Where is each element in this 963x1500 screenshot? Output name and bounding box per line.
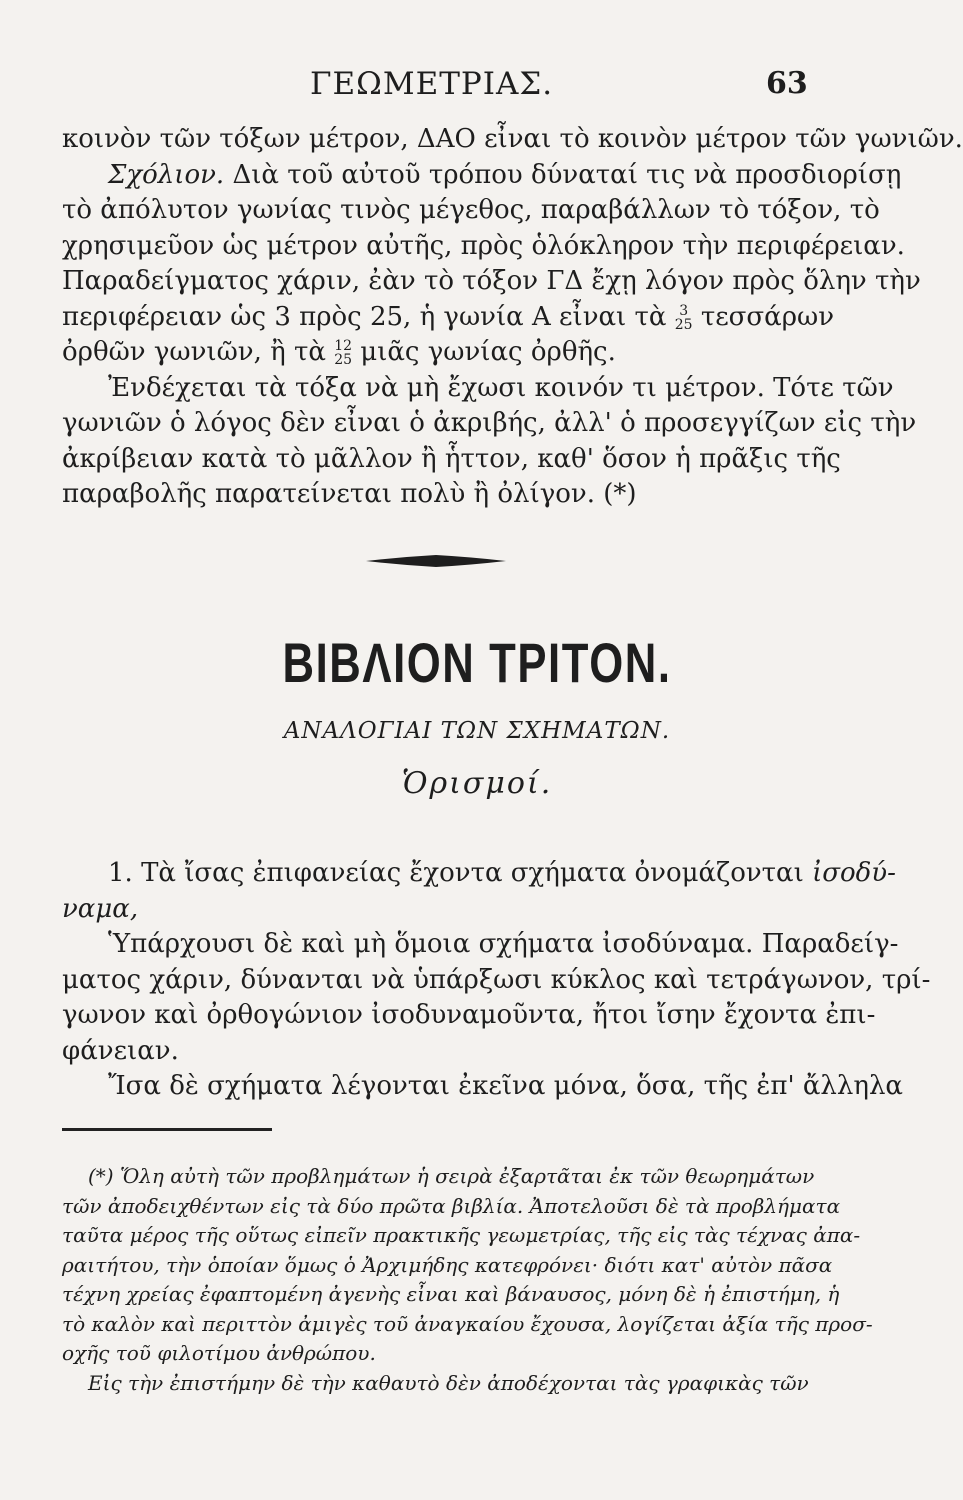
footnote-rule [62,1128,272,1131]
text-span: Διὰ τοῦ αὐτοῦ τρόπου δύναταί τις νὰ προσδιορίσῃ [224,159,902,190]
text-line: τὸ ἀπόλυτον γωνίας τινὸς μέγεθος, παραβάλλων τὸ τόξον, τὸ [62,195,880,225]
fraction [334,339,352,367]
text-span: ὀρθῶν γωνιῶν, ἢ τὰ [62,337,335,367]
upper-text-block [62,122,963,513]
fraction [675,304,693,332]
footnote-line: ταῦτα μέρος τῆς οὕτως εἰπεῖν πρακτικῆς γεωμετρίας, τῆς εἰς τὰς τέχνας ἀπα- [62,1223,861,1247]
defined-term: ναμα, [62,893,139,924]
text-line: ματος χάριν, δύνανται νὰ ὑπάρξωσι κύκλος καὶ τετράγωνον, τρί- [62,964,931,995]
footnote-line: (*) Ὅλη αὐτὴ τῶν προβλημάτων ἡ σειρὰ ἐξαρτᾶται ἐκ τῶν θεωρημάτων [88,1164,815,1188]
running-title: ΓΕΩΜΕΤΡΙΑΣ. [310,66,554,102]
footnote-line: ραιτήτου, τὴν ὁποίαν ὅμως ὁ Ἀρχιμήδης κατεφρόνει· διότι κατ' αὐτὸν πᾶσα [62,1252,833,1277]
definition-first-line [62,856,896,892]
defined-term: ἰσοδύ- [812,858,896,888]
scholion-label: Σχόλιον. [108,159,225,190]
fraction-numerator: 12 [334,338,353,354]
text-line: κοινὸν τῶν τόξων μέτρον, ΔΑΟ εἶναι τὸ κοινὸν μέτρον τῶν γωνιῶν. [62,124,963,154]
fraction-numerator: 3 [679,302,689,319]
scholion-first-line [62,158,902,194]
text-line: φάνειαν. [62,1035,179,1066]
footnote-line: τέχνη χρείας ἐφαπτομένη ἀγενὴς εἶναι καὶ βάναυσος, μόνη δὲ ἡ ἐπιστήμη, ἡ [62,1282,840,1306]
text-line [62,892,822,928]
section-heading: Ὁρισμοί. [401,766,553,801]
definition-number: 1. [108,858,133,888]
footnote [62,1162,873,1398]
fraction-denominator: 25 [334,352,353,368]
text-span: Τὰ ἴσας ἐπιφανείας ἔχοντα σχήματα ὀνομάζονται [132,858,813,888]
text-line: χρησιμεῦον ὡς μέτρον αὐτῆς, πρὸς ὁλόκληρον τὴν περιφέρειαν. [62,230,905,261]
definitions-block [62,856,931,1105]
book-subtitle: ΑΝΑΛΟΓΙΑΙ ΤΩΝ ΣΧΗΜΑΤΩΝ. [283,718,671,744]
text-span: μιᾶς γωνίας ὀρθῆς. [352,337,616,367]
fraction-denominator: 25 [674,316,693,333]
text-line-with-fraction [62,335,822,371]
text-line: γωνιῶν ὁ λόγος δὲν εἶναι ὁ ἀκριβής, ἀλλ' ὁ προσεγγίζων εἰς τὴν [62,408,917,438]
footnote-line: τὸ καλὸν καὶ περιττὸν ἀμιγὲς τοῦ ἀναγκαίου ἔχουσα, λογίζεται ἀξία τῆς προσ- [62,1311,873,1336]
book-title: ΒΙΒΛΙΟΝ ΤΡΙΤΟΝ. [282,631,672,694]
footnote-line: Εἰς τὴν ἐπιστήμην δὲ τὴν καθαυτὸ δὲν ἀποδέχονται τὰς γραφικὰς τῶν [88,1370,809,1395]
text-line-with-fraction [62,300,835,336]
text-line: Παραδείγματος χάριν, ἐὰν τὸ τόξον ΓΔ ἔχῃ λόγον πρὸς ὅλην τὴν [62,266,921,296]
footnote-line: οχῆς τοῦ φιλοτίμου ἀνθρώπου. [62,1341,376,1365]
footnote-line: τῶν ἀποδειχθέντων εἰς τὰ δύο πρῶτα βιβλία. Ἀποτελοῦσι δὲ τὰ προβλήματα [62,1193,841,1218]
text-line: Ἐνδέχεται τὰ τόξα νὰ μὴ ἔχωσι κοινόν τι μέτρον. Τότε τῶν [108,372,894,403]
text-line: ἀκρίβειαν κατὰ τὸ μᾶλλον ἢ ἧττον, καθ' ὅσον ἡ πρᾶξις τῆς [62,443,841,474]
page-number: 63 [766,66,808,101]
text-line: παραβολῆς παρατείνεται πολὺ ἢ ὀλίγον. (*) [62,479,637,509]
text-span: περιφέρειαν ὡς 3 πρὸς 25, ἡ γωνία Α εἶναι τὰ [62,301,675,332]
text-line: Ὑπάρχουσι δὲ καὶ μὴ ὅμοια σχήματα ἰσοδύναμα. Παραδείγ- [108,929,899,959]
text-line: Ἴσα δὲ σχήματα λέγονται ἐκεῖνα μόνα, ὅσα, τῆς ἐπ' ἄλληλα [108,1071,903,1101]
running-header [0,66,954,106]
text-line: γωνον καὶ ὀρθογώνιον ἰσοδυναμοῦντα, ἤτοι ἴσην ἔχοντα ἐπι- [62,1000,876,1030]
divider-ornament [366,552,506,570]
text-span: τεσσάρων [692,301,835,332]
